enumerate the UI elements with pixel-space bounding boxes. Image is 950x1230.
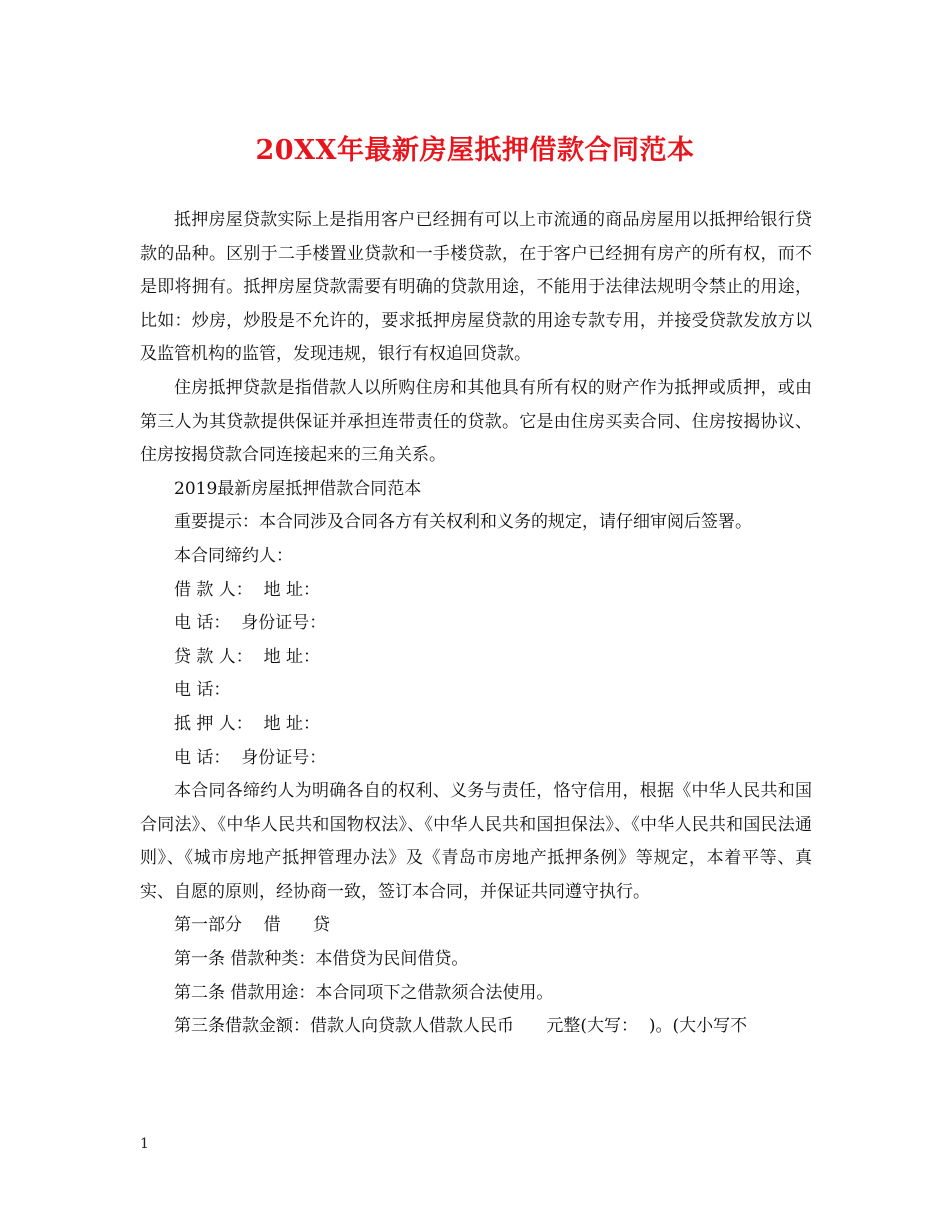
clause-1: 第一条 借款种类：本借贷为民间借贷。 bbox=[174, 949, 469, 970]
borrower-phone-id-field: 电 话： 身份证号： bbox=[174, 613, 327, 634]
mortgagor-phone-id-field: 电 话： 身份证号： bbox=[174, 747, 327, 768]
document-body bbox=[140, 204, 812, 1044]
contract-basis-paragraph: 本合同各缔约人为明确各自的权利、义务与责任，恪守信用，根据《中华人民共和国合同法》、《中华人民共和国物权法》、《中华人民共和国担保法》、《中华人民共和国民法通则》、《城市房地产抵押管理办法》及《青岛市房地产抵押条例》等规定，本着平等、真实、自愿的原则，经协商一致，签订本合同，并保证共同遵守执行。 bbox=[140, 781, 812, 902]
borrower-field: 借 款 人： 地 址： bbox=[174, 579, 321, 600]
lender-phone-field: 电 话： bbox=[174, 680, 231, 701]
mortgagor-field: 抵 押 人： 地 址： bbox=[174, 713, 321, 734]
intro-paragraph-1: 抵押房屋贷款实际上是指用客户已经拥有可以上市流通的商品房屋用以抵押给银行贷款的品种。区别于二手楼置业贷款和一手楼贷款，在于客户已经拥有房产的所有权，而不是即将拥有。抵押房屋贷款需要有明确的贷款用途，不能用于法律法规明令禁止的用途，比如：炒房，炒股是不允许的，要求抵押房屋贷款的用途专款专用，并接受贷款发放方以及监管机构的监管，发现违规，银行有权追回贷款。 bbox=[140, 210, 812, 365]
lender-field: 贷 款 人： 地 址： bbox=[174, 646, 321, 667]
contract-subtitle: 2019最新房屋抵押借款合同范本 bbox=[174, 478, 422, 499]
clause-2: 第二条 借款用途：本合同项下之借款须合法使用。 bbox=[174, 982, 554, 1003]
document-title: 20XX年最新房屋抵押借款合同范本 bbox=[255, 135, 695, 166]
part-one-heading: 第一部分 借 贷 bbox=[174, 915, 331, 936]
page-number: 1 bbox=[140, 1136, 149, 1152]
clause-3: 第三条借款金额：借款人向贷款人借款人民币 元整(大写： )。(大小写不 bbox=[174, 1016, 748, 1037]
intro-paragraph-2: 住房抵押贷款是指借款人以所购住房和其他具有所有权的财产作为抵押或质押，或由第三人为其贷款提供保证并承担连带责任的贷款。它是由住房买卖合同、住房按揭协议、住房按揭贷款合同连接起来的三角关系。 bbox=[140, 377, 812, 466]
parties-heading: 本合同缔约人： bbox=[174, 545, 293, 566]
important-notice: 重要提示：本合同涉及合同各方有关权利和义务的规定，请仔细审阅后签署。 bbox=[174, 512, 752, 533]
